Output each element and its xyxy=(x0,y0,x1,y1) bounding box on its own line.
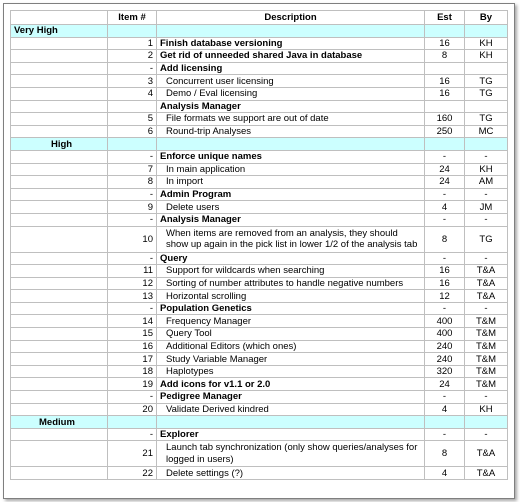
estimate-cell[interactable]: 160 xyxy=(425,113,465,126)
owner-cell[interactable]: T&M xyxy=(465,340,508,353)
blank-cell[interactable] xyxy=(11,201,108,214)
table-row xyxy=(11,290,508,303)
table-row xyxy=(11,75,508,88)
priority-group-cell[interactable] xyxy=(157,25,425,38)
task-table xyxy=(10,10,508,480)
table-row xyxy=(11,113,508,126)
description-cell[interactable]: Demo / Eval licensing xyxy=(157,87,425,100)
owner-cell[interactable]: - xyxy=(465,428,508,441)
table-row xyxy=(11,37,508,50)
blank-cell[interactable] xyxy=(11,150,108,163)
table-row xyxy=(11,125,508,138)
item-number-cell[interactable]: 10 xyxy=(108,226,157,252)
estimate-cell[interactable]: 16 xyxy=(425,37,465,50)
blank-cell[interactable] xyxy=(11,277,108,290)
owner-cell[interactable]: AM xyxy=(465,176,508,189)
estimate-cell[interactable]: 8 xyxy=(425,226,465,252)
owner-cell[interactable]: T&M xyxy=(465,365,508,378)
priority-group-label[interactable]: Medium xyxy=(11,416,108,429)
description-cell[interactable]: Frequency Manager xyxy=(157,315,425,328)
owner-cell[interactable]: TG xyxy=(465,113,508,126)
priority-group-cell[interactable] xyxy=(465,416,508,429)
item-number-cell[interactable]: - xyxy=(108,252,157,265)
table-row xyxy=(11,378,508,391)
item-number-cell[interactable]: 21 xyxy=(108,441,157,467)
blank-cell[interactable] xyxy=(11,188,108,201)
estimate-cell[interactable]: 24 xyxy=(425,378,465,391)
item-number-cell[interactable]: 17 xyxy=(108,353,157,366)
item-number-cell[interactable]: 18 xyxy=(108,365,157,378)
table-row xyxy=(11,50,508,63)
blank-cell[interactable] xyxy=(11,163,108,176)
owner-cell[interactable]: - xyxy=(465,150,508,163)
blank-cell[interactable] xyxy=(11,176,108,189)
description-cell[interactable]: Query xyxy=(157,252,425,265)
item-number-cell[interactable]: - xyxy=(108,150,157,163)
blank-cell[interactable] xyxy=(11,50,108,63)
blank-header xyxy=(11,11,108,25)
owner-cell[interactable] xyxy=(465,62,508,75)
table-row xyxy=(11,87,508,100)
owner-cell[interactable]: T&A xyxy=(465,441,508,467)
owner-cell[interactable]: KH xyxy=(465,403,508,416)
estimate-cell[interactable]: 16 xyxy=(425,277,465,290)
estimate-cell[interactable]: 16 xyxy=(425,75,465,88)
owner-cell[interactable]: - xyxy=(465,391,508,404)
blank-cell[interactable] xyxy=(11,340,108,353)
item-number-cell[interactable] xyxy=(108,100,157,113)
item-number-cell[interactable]: 20 xyxy=(108,403,157,416)
blank-cell[interactable] xyxy=(11,353,108,366)
table-row xyxy=(11,302,508,315)
item-number-cell[interactable]: 15 xyxy=(108,328,157,341)
description-cell[interactable]: Concurrent user licensing xyxy=(157,75,425,88)
blank-cell[interactable] xyxy=(11,100,108,113)
description-cell[interactable]: Study Variable Manager xyxy=(157,353,425,366)
owner-cell[interactable]: T&A xyxy=(465,290,508,303)
blank-cell[interactable] xyxy=(11,378,108,391)
blank-cell[interactable] xyxy=(11,62,108,75)
item-number-cell[interactable]: - xyxy=(108,62,157,75)
priority-group-cell[interactable] xyxy=(108,416,157,429)
table-row xyxy=(11,265,508,278)
table-row xyxy=(11,277,508,290)
description-cell[interactable]: Support for wildcards when searching xyxy=(157,265,425,278)
description-cell[interactable]: Sorting of number attributes to handle negative numbers xyxy=(157,277,425,290)
estimate-cell[interactable]: 400 xyxy=(425,328,465,341)
owner-cell[interactable]: TG xyxy=(465,87,508,100)
estimate-cell[interactable]: 12 xyxy=(425,290,465,303)
estimate-cell[interactable]: 4 xyxy=(425,403,465,416)
table-row xyxy=(11,188,508,201)
estimate-cell[interactable]: 4 xyxy=(425,201,465,214)
blank-cell[interactable] xyxy=(11,75,108,88)
item-header[interactable]: Item # xyxy=(108,11,157,25)
item-number-cell[interactable]: 7 xyxy=(108,163,157,176)
spreadsheet-frame xyxy=(3,3,515,499)
description-cell[interactable]: Explorer xyxy=(157,428,425,441)
description-cell[interactable]: In import xyxy=(157,176,425,189)
description-cell[interactable]: In main application xyxy=(157,163,425,176)
table-row xyxy=(11,365,508,378)
owner-cell[interactable]: T&A xyxy=(465,265,508,278)
table-row xyxy=(11,226,508,252)
owner-cell[interactable] xyxy=(465,100,508,113)
table-body xyxy=(11,25,508,480)
estimate-cell[interactable]: 240 xyxy=(425,353,465,366)
owner-cell[interactable]: KH xyxy=(465,37,508,50)
blank-cell[interactable] xyxy=(11,428,108,441)
priority-group-cell[interactable] xyxy=(157,138,425,151)
estimate-cell[interactable]: - xyxy=(425,150,465,163)
description-cell[interactable]: Launch tab synchronization (only show queries/analyses for logged in users) xyxy=(157,441,425,467)
estimate-cell[interactable]: 8 xyxy=(425,441,465,467)
blank-cell[interactable] xyxy=(11,403,108,416)
owner-cell[interactable]: TG xyxy=(465,75,508,88)
priority-group-row xyxy=(11,416,508,429)
priority-group-cell[interactable] xyxy=(425,138,465,151)
priority-group-cell[interactable] xyxy=(108,25,157,38)
item-number-cell[interactable]: 8 xyxy=(108,176,157,189)
estimate-cell[interactable]: 400 xyxy=(425,315,465,328)
estimate-cell[interactable]: 24 xyxy=(425,163,465,176)
description-cell[interactable]: When items are removed from an analysis, they should show up again in the pick list in lower 1/2 of the analysis tab xyxy=(157,226,425,252)
priority-group-label[interactable]: High xyxy=(11,138,108,151)
estimate-cell[interactable]: 16 xyxy=(425,265,465,278)
item-number-cell[interactable]: 3 xyxy=(108,75,157,88)
item-number-cell[interactable]: 6 xyxy=(108,125,157,138)
blank-cell[interactable] xyxy=(11,226,108,252)
priority-group-cell[interactable] xyxy=(465,25,508,38)
priority-group-cell[interactable] xyxy=(108,138,157,151)
owner-cell[interactable]: JM xyxy=(465,201,508,214)
table-row xyxy=(11,150,508,163)
table-row xyxy=(11,213,508,226)
estimate-cell[interactable]: 16 xyxy=(425,87,465,100)
table-row xyxy=(11,176,508,189)
blank-cell[interactable] xyxy=(11,391,108,404)
table-row xyxy=(11,163,508,176)
description-cell[interactable]: Add icons for v1.1 or 2.0 xyxy=(157,378,425,391)
owner-cell[interactable]: T&M xyxy=(465,378,508,391)
item-number-cell[interactable]: 2 xyxy=(108,50,157,63)
estimate-cell[interactable]: 24 xyxy=(425,176,465,189)
description-cell[interactable]: Delete settings (?) xyxy=(157,467,425,480)
blank-cell[interactable] xyxy=(11,365,108,378)
priority-group-cell[interactable] xyxy=(157,416,425,429)
item-number-cell[interactable]: 19 xyxy=(108,378,157,391)
table-row xyxy=(11,328,508,341)
table-row xyxy=(11,340,508,353)
blank-cell[interactable] xyxy=(11,113,108,126)
item-number-cell[interactable]: 14 xyxy=(108,315,157,328)
priority-group-row xyxy=(11,138,508,151)
description-header[interactable]: Description xyxy=(157,11,425,25)
item-number-cell[interactable]: 4 xyxy=(108,87,157,100)
estimate-cell[interactable]: - xyxy=(425,428,465,441)
description-cell[interactable]: Pedigree Manager xyxy=(157,391,425,404)
blank-cell[interactable] xyxy=(11,441,108,467)
blank-cell[interactable] xyxy=(11,290,108,303)
description-cell[interactable]: Additional Editors (which ones) xyxy=(157,340,425,353)
blank-cell[interactable] xyxy=(11,252,108,265)
estimate-cell[interactable]: - xyxy=(425,188,465,201)
description-cell[interactable]: Query Tool xyxy=(157,328,425,341)
estimate-cell[interactable] xyxy=(425,100,465,113)
table-row xyxy=(11,428,508,441)
description-cell[interactable]: File formats we support are out of date xyxy=(157,113,425,126)
estimate-cell[interactable]: 8 xyxy=(425,50,465,63)
table-row xyxy=(11,252,508,265)
blank-cell[interactable] xyxy=(11,87,108,100)
item-number-cell[interactable]: 9 xyxy=(108,201,157,214)
owner-cell[interactable]: - xyxy=(465,302,508,315)
table-row xyxy=(11,403,508,416)
estimate-cell[interactable]: 250 xyxy=(425,125,465,138)
description-cell[interactable]: Horizontal scrolling xyxy=(157,290,425,303)
priority-group-cell[interactable] xyxy=(465,138,508,151)
owner-cell[interactable]: - xyxy=(465,188,508,201)
item-number-cell[interactable]: - xyxy=(108,302,157,315)
owner-cell[interactable]: KH xyxy=(465,50,508,63)
item-number-cell[interactable]: - xyxy=(108,188,157,201)
owner-cell[interactable]: T&M xyxy=(465,353,508,366)
description-cell[interactable]: Enforce unique names xyxy=(157,150,425,163)
blank-cell[interactable] xyxy=(11,315,108,328)
owner-cell[interactable]: T&M xyxy=(465,315,508,328)
description-cell[interactable]: Admin Program xyxy=(157,188,425,201)
item-number-cell[interactable]: 12 xyxy=(108,277,157,290)
estimate-cell[interactable]: 240 xyxy=(425,340,465,353)
estimate-cell[interactable]: 320 xyxy=(425,365,465,378)
priority-group-label[interactable]: Very High xyxy=(11,25,108,38)
blank-cell[interactable] xyxy=(11,265,108,278)
table-row xyxy=(11,201,508,214)
estimate-cell[interactable] xyxy=(425,62,465,75)
owner-cell[interactable]: MC xyxy=(465,125,508,138)
item-number-cell[interactable]: 13 xyxy=(108,290,157,303)
estimate-cell[interactable]: - xyxy=(425,391,465,404)
item-number-cell[interactable]: 1 xyxy=(108,37,157,50)
item-number-cell[interactable]: 22 xyxy=(108,467,157,480)
blank-cell[interactable] xyxy=(11,37,108,50)
description-cell[interactable]: Delete users xyxy=(157,201,425,214)
table-row xyxy=(11,315,508,328)
owner-cell[interactable]: KH xyxy=(465,163,508,176)
owner-cell[interactable]: T&A xyxy=(465,277,508,290)
priority-group-cell[interactable] xyxy=(425,25,465,38)
blank-cell[interactable] xyxy=(11,213,108,226)
description-cell[interactable]: Round-trip Analyses xyxy=(157,125,425,138)
description-cell[interactable]: Validate Derived kindred xyxy=(157,403,425,416)
description-cell[interactable]: Finish database versioning xyxy=(157,37,425,50)
priority-group-row xyxy=(11,25,508,38)
estimate-cell[interactable]: - xyxy=(425,302,465,315)
blank-cell[interactable] xyxy=(11,328,108,341)
owner-cell[interactable]: - xyxy=(465,252,508,265)
owner-cell[interactable]: T&M xyxy=(465,328,508,341)
description-cell[interactable]: Analysis Manager xyxy=(157,100,425,113)
item-number-cell[interactable]: 16 xyxy=(108,340,157,353)
description-cell[interactable]: Add licensing xyxy=(157,62,425,75)
blank-cell[interactable] xyxy=(11,125,108,138)
table-row xyxy=(11,353,508,366)
description-cell[interactable]: Population Genetics xyxy=(157,302,425,315)
table-row xyxy=(11,100,508,113)
description-cell[interactable]: Get rid of unneeded shared Java in database xyxy=(157,50,425,63)
header-row xyxy=(11,11,508,25)
blank-cell[interactable] xyxy=(11,467,108,480)
item-number-cell[interactable]: 11 xyxy=(108,265,157,278)
description-cell[interactable]: Analysis Manager xyxy=(157,213,425,226)
priority-group-cell[interactable] xyxy=(425,416,465,429)
blank-cell[interactable] xyxy=(11,302,108,315)
description-cell[interactable]: Haplotypes xyxy=(157,365,425,378)
item-number-cell[interactable]: 5 xyxy=(108,113,157,126)
table-row xyxy=(11,391,508,404)
estimate-cell[interactable]: - xyxy=(425,252,465,265)
table-row xyxy=(11,62,508,75)
estimate-cell[interactable]: - xyxy=(425,213,465,226)
owner-cell[interactable]: TG xyxy=(465,226,508,252)
item-number-cell[interactable]: - xyxy=(108,213,157,226)
est-header[interactable]: Est xyxy=(425,11,465,25)
item-number-cell[interactable]: - xyxy=(108,428,157,441)
owner-cell[interactable]: - xyxy=(465,213,508,226)
owner-cell[interactable]: T&A xyxy=(465,467,508,480)
estimate-cell[interactable]: 4 xyxy=(425,467,465,480)
by-header[interactable]: By xyxy=(465,11,508,25)
table-row xyxy=(11,467,508,480)
item-number-cell[interactable]: - xyxy=(108,391,157,404)
table-row xyxy=(11,441,508,467)
